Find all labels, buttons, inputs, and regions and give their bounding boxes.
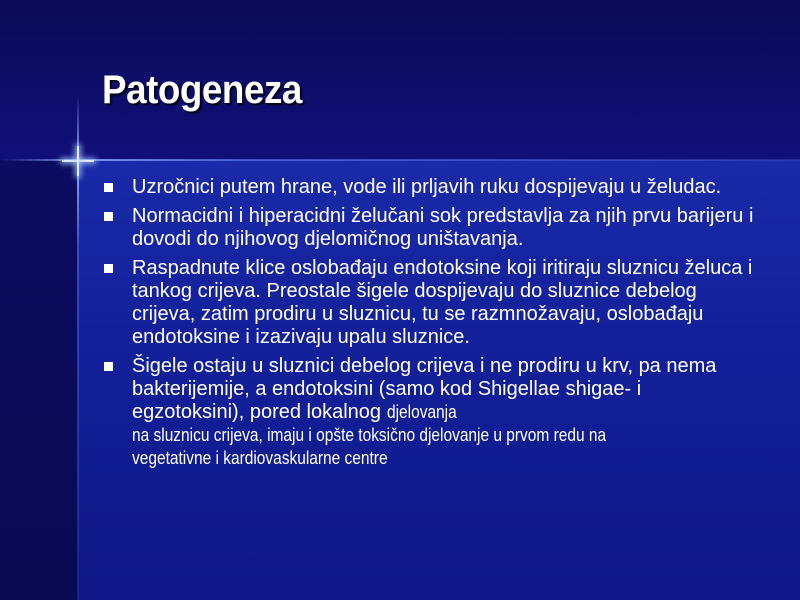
bullet-text: Šigele ostaju u sluznici debelog crijeva i ne prodiru u krv, pa nema bakterijemije, a endotoksini (samo kod Shigellae shigae- i egzotoksini), pored lokalnog (132, 355, 717, 423)
bullet-item (104, 205, 754, 251)
bullet-item (104, 257, 754, 349)
vertical-glow-line (77, 95, 79, 600)
square-bullet-icon (104, 183, 113, 192)
bullet-text: Raspadnute klice oslobađaju endotoksine koji iritiraju sluznicu želuca i tankog crijeva. Preostale šigele dospijevaju do sluznice debelog crijeva, zatim prodiru u sluznicu, tu se razmnožavaju, oslobađaju endotoksine i izazivaju upalu sluznice. (132, 257, 753, 348)
bullet-text-condensed: djelovanja (386, 402, 457, 422)
square-bullet-icon (104, 362, 113, 371)
bullet-text-condensed: vegetativne i kardiovaskularne centre (132, 448, 388, 468)
bullet-text: Uzročnici putem hrane, vode ili prljavih ruku dospijevaju u želudac. (132, 176, 722, 198)
square-bullet-icon (104, 264, 113, 273)
horizontal-glow-line (0, 159, 800, 161)
bullet-text: Normacidni i hiperacidni želučani sok predstavlja za njih prvu barijeru i dovodi do njihovog djelomičnog uništavanja. (132, 205, 754, 250)
bullet-item (104, 355, 754, 470)
bullet-item (104, 176, 754, 199)
slide-title: Patogeneza (102, 68, 302, 112)
left-band-background (0, 160, 78, 600)
bullet-text-condensed: na sluznicu crijeva, imaju i opšte toksično djelovanje u prvom redu na (132, 425, 607, 445)
bullet-list (104, 176, 754, 476)
square-bullet-icon (104, 212, 113, 221)
